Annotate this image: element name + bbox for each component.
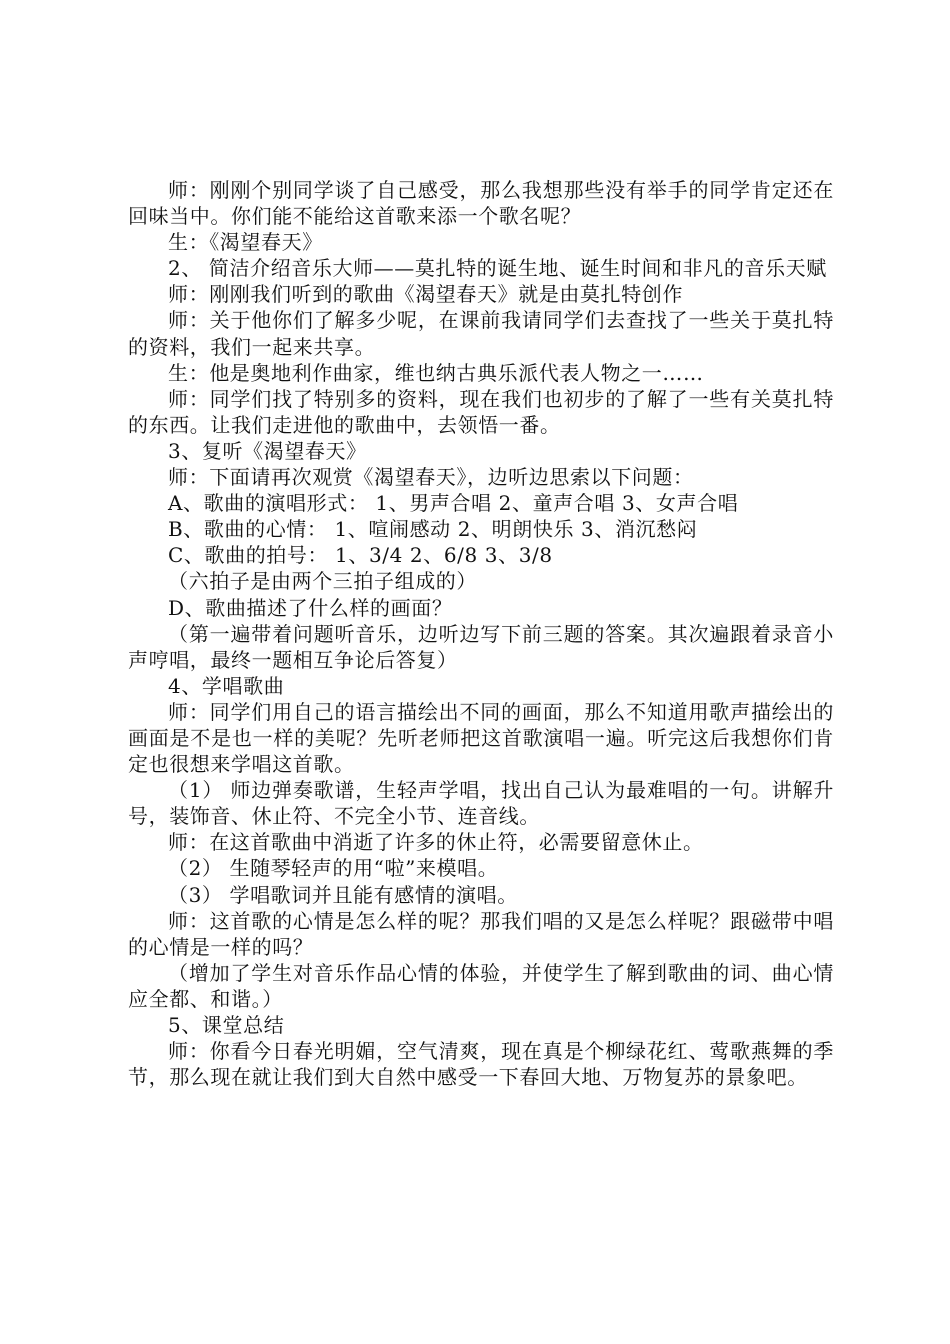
paragraph-teacher-questions: 师：下面请再次观赏《渴望春天》，边听边思索以下问题： (168, 465, 694, 490)
paragraph-section-5-heading: 5、课堂总结 (168, 1013, 285, 1037)
paragraph-teacher-rests: 师：在这首歌曲中消逝了许多的休止符，必需要留意休止。 (168, 830, 704, 855)
paragraph-step-3: （3） 学唱歌词并且能有感情的演唱。 (168, 882, 518, 907)
paragraph-teacher-sing: 师：同学们用自己的语言描绘出不同的画面，那么不知道用歌声描绘出的画面是不是也一样的美呢？先听老师把这首歌演唱一遍。听完这后我想你们肯定也很想来学唱这首歌。 (128, 699, 834, 777)
paragraph-question-c: C、歌曲的拍号： 1、3/4 2、6/8 3、3/8 (168, 543, 553, 568)
paragraph-teacher-materials: 师：同学们找了特别多的资料，现在我们也初步的了解了一些有关莫扎特的东西。让我们走进他的歌曲中，去领悟一番。 (128, 386, 834, 437)
paragraph-note-listening: （第一遍带着问题听音乐，边听边写下前三题的答案。其次遍跟着录音小声哼唱，最终一题相互争论后答复） (128, 621, 834, 672)
paragraph-note-experience: （增加了学生对音乐作品心情的体验，并使学生了解到歌曲的词、曲心情应全都、和谐。） (128, 960, 834, 1011)
paragraph-section-3-heading: 3、复听《渴望春天》 (168, 438, 367, 463)
paragraph-step-2: （2） 生随琴轻声的用“啦”来模唱。 (168, 856, 499, 881)
paragraph-note-six-beat: （六拍子是由两个三拍子组成的） (168, 569, 477, 594)
document-body (128, 177, 834, 1090)
paragraph-student-answer-title: 生：《渴望春天》 (168, 230, 323, 255)
paragraph-teacher-mood: 师：这首歌的心情是怎么样的呢？那我们唱的又是怎么样呢？跟磁带中唱的心情是一样的吗？ (128, 908, 834, 959)
paragraph-section-2-heading: 2、 简洁介绍音乐大师——莫扎特的诞生地、诞生时间和非凡的音乐天赋 (168, 256, 827, 281)
paragraph-section-4-heading: 4、学唱歌曲 (168, 673, 285, 698)
paragraph-question-a: A、歌曲的演唱形式： 1、男声合唱 2、童声合唱 3、女声合唱 (168, 491, 739, 516)
paragraph-question-b: B、歌曲的心情： 1、喧闹感动 2、明朗快乐 3、消沉愁闷 (168, 517, 698, 542)
paragraph-step-1: （1） 师边弹奏歌谱，生轻声学唱，找出自己认为最难唱的一句。讲解升号，装饰音、休止符、不完全小节、连音线。 (128, 778, 834, 829)
paragraph-teacher-intro: 师：刚刚个别同学谈了自己感受，那么我想那些没有举手的同学肯定还在回味当中。你们能不能给这首歌来添一个歌名呢？ (128, 178, 834, 229)
paragraph-question-d: D、歌曲描述了什么样的画面？ (168, 595, 453, 620)
paragraph-student-mozart: 生：他是奥地利作曲家，维也纳古典乐派代表人物之一…… (168, 360, 704, 385)
paragraph-teacher-summary: 师：你看今日春光明媚，空气清爽，现在真是个柳绿花红、莺歌燕舞的季节，那么现在就让我们到大自然中感受一下春回大地、万物复苏的景象吧。 (128, 1039, 834, 1090)
paragraph-teacher-share: 师：关于他你们了解多少呢，在课前我请同学们去查找了一些关于莫扎特的资料，我们一起来共享。 (128, 308, 834, 359)
paragraph-teacher-mozart: 师：刚刚我们听到的歌曲《渴望春天》就是由莫扎特创作 (168, 282, 683, 307)
